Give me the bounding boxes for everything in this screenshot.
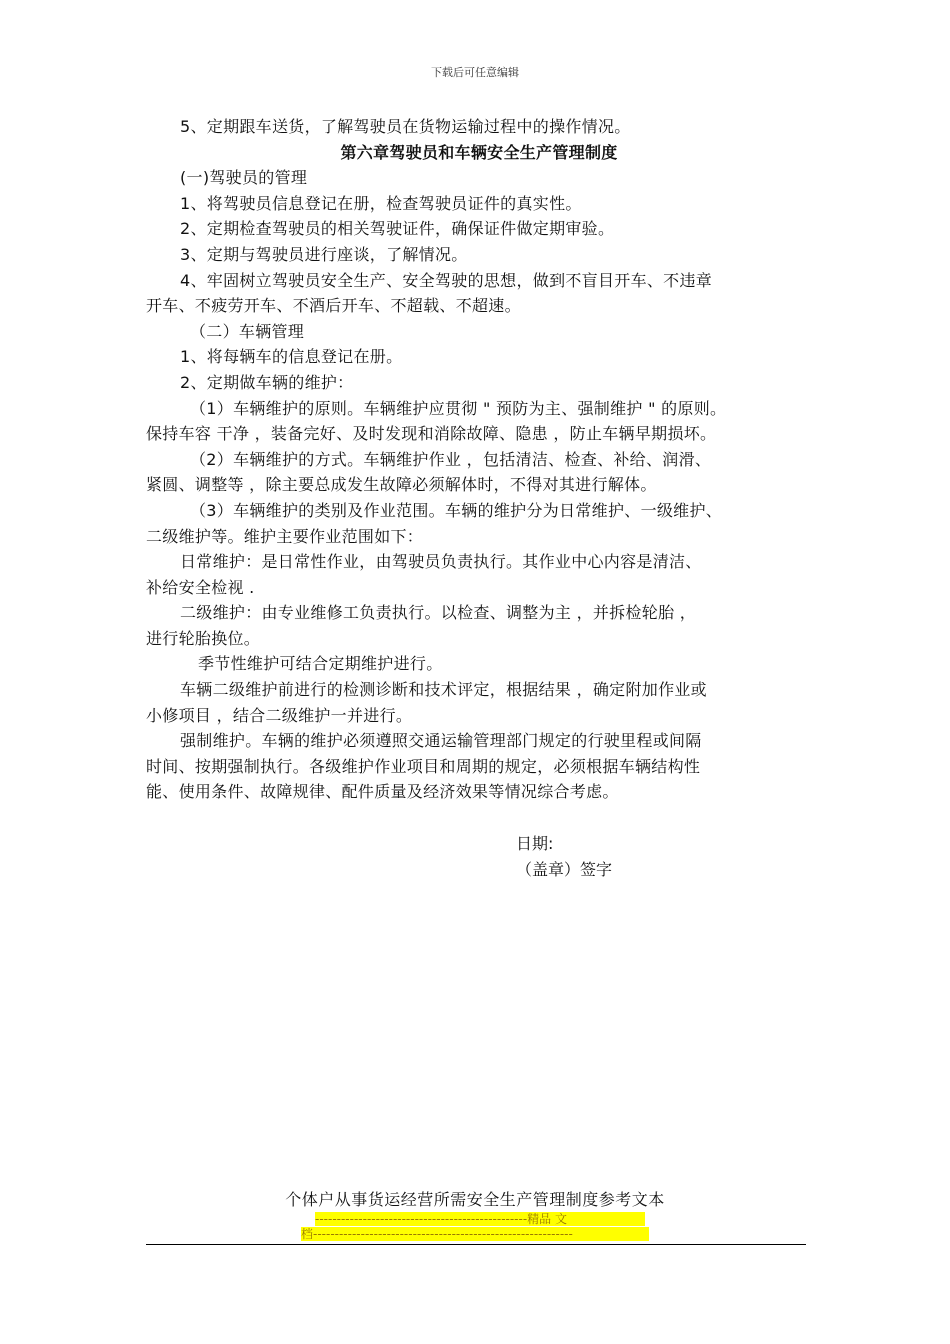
footer-rule: [146, 1244, 806, 1245]
document-line: 2、定期做车辆的维护：: [180, 372, 354, 392]
document-line: （1）车辆维护的原则。车辆维护应贯彻 " 预防为主、强制维护 " 的原则。: [190, 398, 727, 418]
document-line: 进行轮胎换位。: [146, 628, 261, 648]
footer-document-title: 个体户从事货运经营所需安全生产管理制度参考文本: [285, 1190, 665, 1209]
document-line: 车辆二级维护前进行的检测诊断和技术评定，根据结果 ，确定附加作业或: [180, 680, 707, 700]
seal-signature-label: （盖章）签字: [516, 859, 613, 879]
chapter-title: 第六章驾驶员和车辆安全生产管理制度: [340, 142, 618, 162]
document-line: 保持车容 干净 ，装备完好、及时发现和消除故障、隐患 ，防止车辆早期损坏。: [146, 424, 717, 444]
watermark-line-1: -------------------------------------------------精品 文: [315, 1212, 645, 1226]
date-label: 日期:: [516, 834, 554, 854]
document-line: 紧圆、调整等 ，除主要总成发生故障必须解体时，不得对其进行解体。: [146, 475, 657, 495]
document-body: [146, 114, 818, 882]
document-line: 1、将每辆车的信息登记在册。: [180, 347, 403, 367]
document-line: 季节性维护可结合定期维护进行。: [198, 654, 443, 674]
document-line: （2）车辆维护的方式。车辆维护作业 ，包括清洁、检查、补给、润滑、: [190, 449, 712, 469]
spacer: [146, 805, 818, 831]
document-line: (一)驾驶员的管理: [180, 168, 308, 188]
document-line: 日常维护：是日常性作业，由驾驶员负责执行。其作业中心内容是清洁、: [180, 552, 702, 572]
document-line: 4、牢固树立驾驶员安全生产、安全驾驶的思想，做到不盲目开车、不违章: [180, 270, 713, 290]
document-line: 开车、不疲劳开车、不酒后开车、不超载、不超速。: [146, 296, 521, 316]
watermark-line-2: 档------------------------------------------------------------: [301, 1227, 649, 1241]
document-lines: [146, 114, 818, 805]
document-line: 二级维护等。维护主要作业范围如下：: [146, 526, 424, 546]
document-line: 时间、按期强制执行。各级维护作业项目和周期的规定，必须根据车辆结构性: [146, 756, 701, 776]
document-line: 3、定期与驾驶员进行座谈，了解情况。: [180, 244, 468, 264]
document-line: 强制维护。车辆的维护必须遵照交通运输管理部门规定的行驶里程或间隔: [180, 731, 702, 751]
document-line: 2、定期检查驾驶员的相关驾驶证件，确保证件做定期审验。: [180, 219, 615, 239]
document-line: 小修项目 ，结合二级维护一并进行。: [146, 705, 413, 725]
document-line: （3）车辆维护的类别及作业范围。车辆的维护分为日常维护、一级维护、: [190, 500, 723, 520]
document-line: 二级维护：由专业维修工负责执行。以检查、调整为主 ，并拆检轮胎 ，: [180, 603, 697, 623]
document-line: 5、定期跟车送货，了解驾驶员在货物运输过程中的操作情况。: [180, 117, 631, 136]
document-line: （二）车辆管理: [190, 321, 305, 341]
document-line: 能、使用条件、故障规律、配件质量及经济效果等情况综合考虑。: [146, 782, 619, 802]
document-line: 1、将驾驶员信息登记在册，检查驾驶员证件的真实性。: [180, 193, 582, 213]
page-header: 下载后可任意编辑: [431, 66, 519, 79]
document-line: 补给安全检视 .: [146, 577, 255, 597]
